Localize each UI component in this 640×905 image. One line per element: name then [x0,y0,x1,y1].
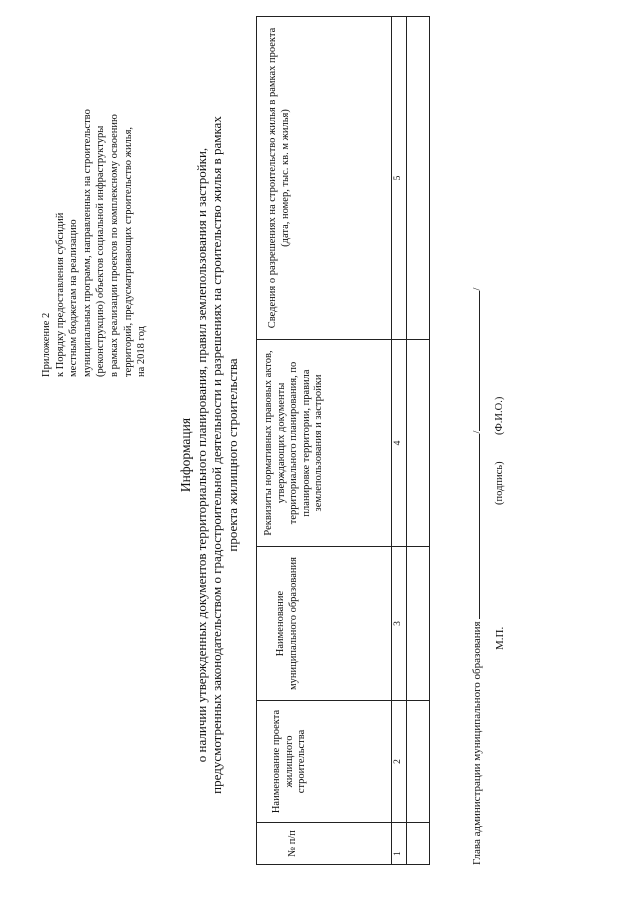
empty-cell[interactable] [407,823,430,865]
header-cell-number: № п/п [257,823,392,865]
header-cell-acts: Реквизиты нормативных правовых актов, утверждающих документы территориального планирования, по планировке территории, правила землепользования и застройки [257,340,392,547]
appendix-line: территорий, предусматривающих строительство жилья, [122,126,134,377]
empty-cell[interactable] [407,547,430,701]
appendix-block [40,87,149,377]
title-line: о наличии утвержденных документов территориального планирования, правил землепользования и застройки, [193,147,209,763]
table-empty-row [407,17,430,865]
appendix-line: на 2018 год [136,326,148,377]
signature-end-slash: / [471,287,483,291]
empty-cell[interactable] [407,340,430,547]
name-blank[interactable] [468,291,480,431]
info-table [256,16,430,865]
document-title [178,95,240,815]
column-number: 3 [392,547,407,701]
signature-blank[interactable] [468,434,480,619]
name-caption: (Ф.И.О.) [494,396,505,435]
appendix-line: в рамках реализации проектов по комплексному освоению [108,114,120,377]
table-number-row [392,17,407,865]
appendix-line: муниципальных программ, направленных на строительство [81,109,93,377]
column-number: 2 [392,701,407,823]
stamp-placeholder: М.П. [494,626,506,650]
column-number: 4 [392,340,407,547]
column-number: 1 [392,823,407,865]
header-cell-project: Наименование проекта жилищного строительства [257,701,392,823]
appendix-line: местным бюджетам на реализацию [68,219,80,377]
appendix-line: Приложение 2 [41,312,52,377]
signature-caption: (подпись) [494,461,505,505]
signature-line [468,288,483,865]
appendix-line: (реконструкцию) объектов социальной инфраструктуры [95,125,107,377]
header-cell-permits: Сведения о разрешениях на строительство жилья в рамках проекта (дата, номер, тыс. кв. м жилья) [257,17,392,340]
signature-label: Глава администрации муниципального образования [471,621,483,865]
empty-cell[interactable] [407,17,430,340]
title-heading: Информация [178,417,193,493]
signature-slash: / [471,430,483,434]
appendix-line: к Порядку предоставления субсидий [54,212,66,377]
table-header-row [257,17,392,865]
header-cell-municipality: Наименование муниципального образования [257,547,392,701]
empty-cell[interactable] [407,701,430,823]
title-line: предусмотренных законодательством о градостроительной деятельности и разрешениях на строительство жилья в рамках [209,116,224,794]
title-line: проекта жилищного строительства [224,358,240,552]
column-number: 5 [392,17,407,340]
